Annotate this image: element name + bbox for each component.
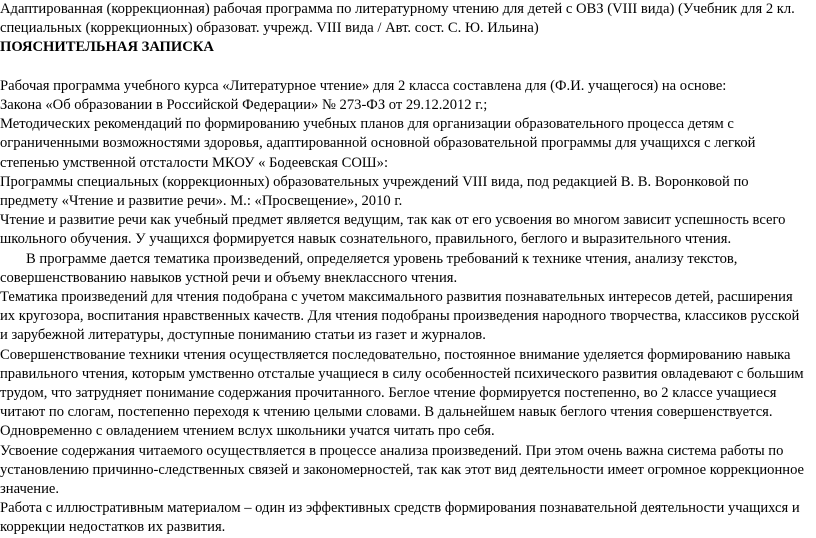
paragraph-basis: Рабочая программа учебного курса «Литературное чтение» для 2 класса составлена для (Ф.И. учащегося) на основе: bbox=[0, 77, 727, 94]
paragraph-reading-subject: Чтение и развитие речи как учебный предмет является ведущим, так как от его усвоения во многом зависит успешность всего школьного обучения. У учащихся формируется навык сознательного, правильного, беглого и выразительного чтения. bbox=[0, 212, 786, 248]
paragraph-content-analysis: Усвоение содержания читаемого осуществляется в процессе анализа произведений. При этом очень важна система работы по установлению причинно-следственных связей и закономерностей, так как этот вид деятельности имеет огромное коррекционное значение. bbox=[0, 442, 805, 498]
paragraph-programs: Программы специальных (коррекционных) образовательных учреждений VIII вида, под редакцией В. В. Воронковой по предмету «Чтение и развитие речи». М.: «Просвещение», 2010 г. bbox=[0, 173, 749, 210]
paragraph-illustrations: Работа с иллюстративным материалом – один из эффективных средств формирования познавательной деятельности учащихся и коррекции недостатков их развития. bbox=[0, 500, 800, 536]
paragraph-recommendations: Методических рекомендаций по формированию учебных планов для организации образовательного процесса детям с ограниченными возможностями здоровья, адаптированной основной образовательной программы для учащихся с легкой степенью умственной отсталости МКОУ « Бодеевская СОШ»: bbox=[0, 116, 756, 171]
blank-line bbox=[0, 58, 808, 77]
section-heading: ПОЯСНИТЕЛЬНАЯ ЗАПИСКА bbox=[0, 39, 214, 56]
paragraph-program-topics: В программе дается тематика произведений, определяется уровень требований к технике чтения, анализу текстов, совершенствованию навыков устной речи и объему внеклассного чтения. bbox=[0, 250, 738, 286]
paragraph-law: Закона «Об образовании в Российской Федерации» № 273-ФЗ от 29.12.2012 г.; bbox=[0, 97, 488, 113]
paragraph-reading-technique: Совершенствование техники чтения осуществляется последовательно, постоянное внимание уделяется формированию навыка правильного чтения, которым умственно отсталые учащиеся в силу особенностей психического развития овладевают с большим трудом, что затрудняет понимание содержания прочитанного. Беглое чтение формируется постепенно, во 2 классе учащиеся читают по слогам, постепенно переходя к чтению целыми словами. В дальнейшем навык беглого чтения совершенствуется. Одновременно с овладением чтением вслух школьники учатся читать про себя. bbox=[0, 346, 804, 440]
paragraph-topics-selection: Тематика произведений для чтения подобрана с учетом максимального развития познавательных интересов детей, расширения их кругозора, воспитания нравственных качеств. Для чтения подобраны произведения народного творчества, классиков русской и зарубежной литературы, доступные пониманию статьи из газет и журналов. bbox=[0, 289, 800, 344]
document-title: Адаптированная (коррекционная) рабочая программа по литературному чтению для детей с ОВЗ (VIII вида) (Учебник для 2 кл. специальных (коррекционных) образоват. учрежд. VIII вида / Авт. сост. С. Ю. Ильина) bbox=[0, 1, 795, 37]
